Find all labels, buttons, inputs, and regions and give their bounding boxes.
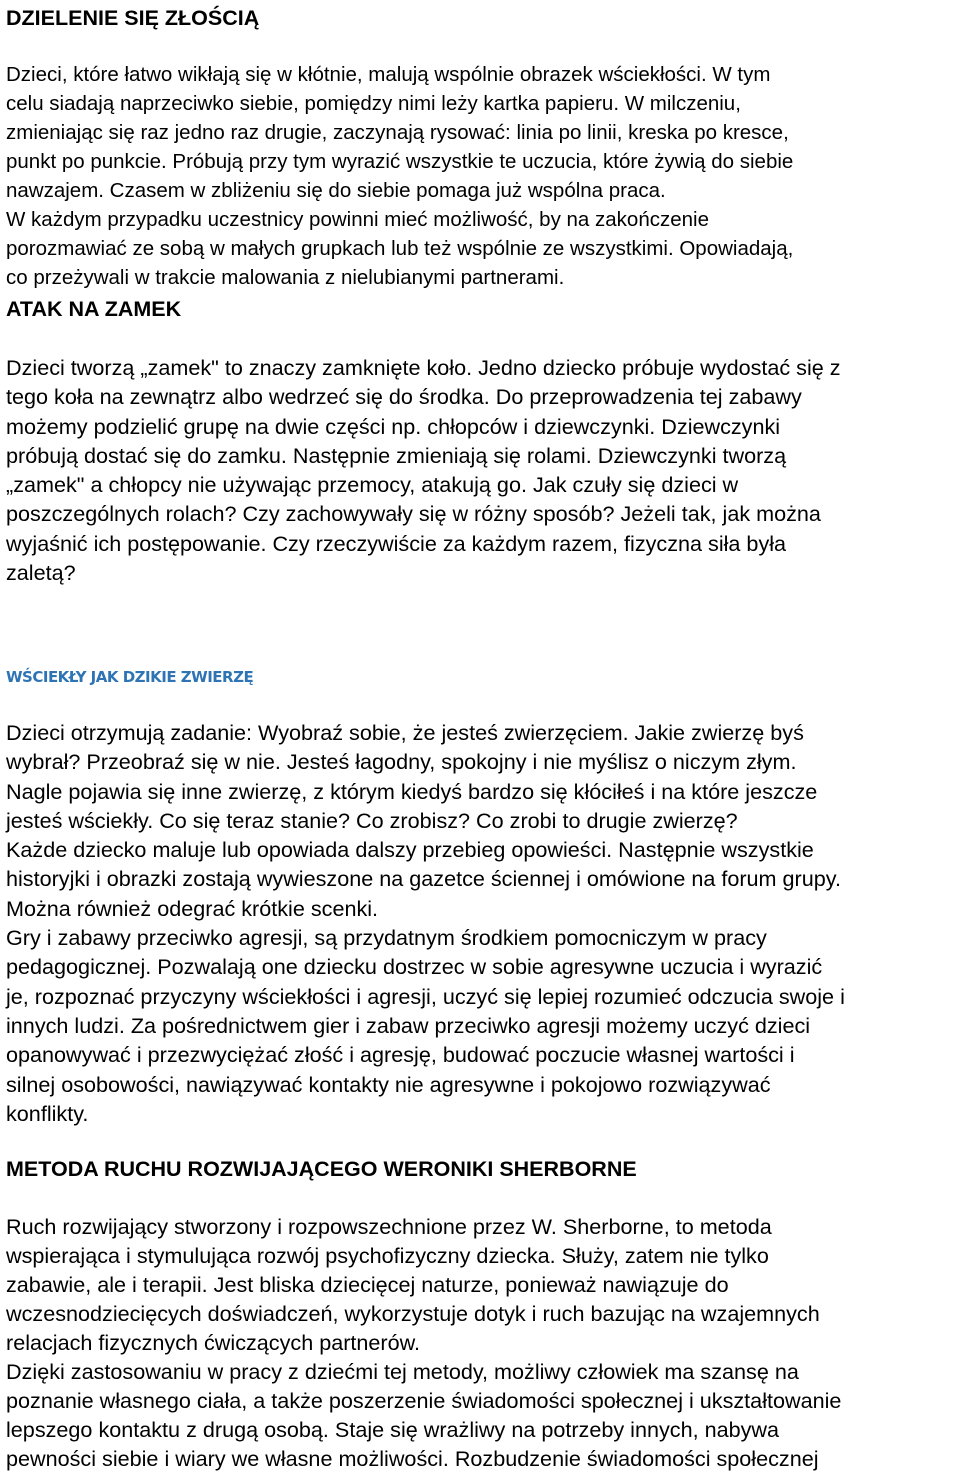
- paragraph-line: Gry i zabawy przeciwko agresji, są przydatnym środkiem pomocniczym w pracy: [6, 925, 767, 951]
- paragraph-line: opanowywać i przezwyciężać złość i agresję, budować poczucie własnej wartości i: [6, 1042, 795, 1068]
- paragraph-line: zaletą?: [6, 560, 76, 586]
- paragraph-line: „zamek" a chłopcy nie używając przemocy, atakują go. Jak czuły się dzieci w: [6, 472, 739, 498]
- paragraph-line: tego koła na zewnątrz albo wedrzeć się do środka. Do przeprowadzenia tej zabawy: [6, 384, 802, 410]
- paragraph-line: wybrał? Przeobraź się w nie. Jesteś łagodny, spokojny i nie myślisz o niczym złym.: [6, 749, 797, 775]
- paragraph-line: wczesnodziecięcych doświadczeń, wykorzystuje dotyk i ruch bazując na wzajemnych: [6, 1301, 820, 1326]
- paragraph-dzielenie: [6, 60, 958, 292]
- paragraph-wsciekly: [6, 718, 958, 1128]
- heading-wsciekly-jak-dzikie-zwierze: WŚCIEKŁY JAK DZIKIE ZWIERZĘ: [6, 668, 254, 686]
- paragraph-line: Dzieci tworzą „zamek" to znaczy zamknięte koło. Jedno dziecko próbuje wydostać się z: [6, 355, 841, 380]
- paragraph-line: zabawie, ale i terapii. Jest bliska dziecięcej naturze, ponieważ nawiązuje do: [6, 1272, 729, 1297]
- paragraph-line: możemy podzielić grupę na dwie części np. chłopców i dziewczynki. Dziewczynki: [6, 413, 781, 439]
- paragraph-line: pewności siebie i wiary we własne możliwości. Rozbudzenie świadomości społecznej: [6, 1446, 819, 1471]
- paragraph-line: Dzięki zastosowaniu w pracy z dziećmi tej metody, możliwy człowiek ma szansę na: [6, 1359, 799, 1384]
- paragraph-line: jesteś wściekły. Co się teraz stanie? Co zrobisz? Co zrobi to drugie zwierzę?: [6, 807, 738, 833]
- paragraph-line: Dzieci otrzymują zadanie: Wyobraź sobie, że jesteś zwierzęciem. Jakie zwierzę byś: [6, 720, 804, 745]
- paragraph-line: wyjaśnić ich postępowanie. Czy rzeczywiście za każdym razem, fizyczna siła była: [6, 530, 787, 556]
- paragraph-line: Nagle pojawia się inne zwierzę, z którym kiedyś bardzo się kłóciłeś i na które jeszcze: [6, 778, 818, 804]
- paragraph-line: próbują dostać się do zamku. Następnie zmieniają się rolami. Dziewczynki tworzą: [6, 442, 787, 468]
- heading-metoda-sherborne: METODA RUCHU ROZWIJAJĄCEGO WERONIKI SHERBORNE: [6, 1157, 637, 1181]
- paragraph-line: silnej osobowości, nawiązywać kontakty nie agresywne i pokojowo rozwiązywać: [6, 1071, 771, 1097]
- paragraph-line: nawzajem. Czasem w zbliżeniu się do siebie pomaga już wspólna praca.: [6, 179, 666, 202]
- paragraph-line: konflikty.: [6, 1100, 89, 1126]
- paragraph-line: Każde dziecko maluje lub opowiada dalszy przebieg opowieści. Następnie wszystkie: [6, 837, 814, 863]
- paragraph-line: punkt po punkcie. Próbują przy tym wyrazić wszystkie te uczucia, które żywią do siebie: [6, 150, 794, 173]
- paragraph-line: co przeżywali w trakcie malowania z nielubianymi partnerami.: [6, 266, 565, 289]
- paragraph-atak: [6, 353, 958, 587]
- heading-atak-na-zamek: ATAK NA ZAMEK: [6, 297, 182, 321]
- paragraph-line: Dzieci, które łatwo wikłają się w kłótnie, malują wspólnie obrazek wściekłości. W tym: [6, 63, 771, 86]
- paragraph-line: historyjki i obrazki zostają wywieszone na gazetce ściennej i omówione na forum grupy.: [6, 866, 841, 892]
- paragraph-line: porozmawiać ze sobą w małych grupkach lub też wspólnie ze wszystkimi. Opowiadają,: [6, 237, 794, 260]
- paragraph-line: wspierająca i stymulująca rozwój psychofizyczny dziecka. Służy, zatem nie tylko: [6, 1243, 769, 1268]
- paragraph-line: Ruch rozwijający stworzony i rozpowszechnione przez W. Sherborne, to metoda: [6, 1214, 772, 1239]
- paragraph-line: poszczególnych rolach? Czy zachowywały się w różny sposób? Jeżeli tak, jak można: [6, 501, 821, 527]
- paragraph-line: Można również odegrać krótkie scenki.: [6, 895, 379, 921]
- paragraph-line: poznanie własnego ciała, a także poszerzenie świadomości społecznej i ukształtowanie: [6, 1388, 842, 1413]
- paragraph-line: relacjach fizycznych ćwiczących partnerów.: [6, 1330, 421, 1355]
- paragraph-line: W każdym przypadku uczestnicy powinni mieć możliwość, by na zakończenie: [6, 208, 709, 231]
- paragraph-line: celu siadają naprzeciwko siebie, pomiędzy nimi leży kartka papieru. W milczeniu,: [6, 92, 741, 115]
- paragraph-line: zmieniając się raz jedno raz drugie, zaczynają rysować: linia po linii, kreska po kresce,: [6, 121, 789, 144]
- paragraph-line: lepszego kontaktu z drugą osobą. Staje się wrażliwy na potrzeby innych, nabywa: [6, 1417, 780, 1442]
- paragraph-line: je, rozpoznać przyczyny wściekłości i agresji, uczyć się lepiej rozumieć odczucia swoje i: [6, 983, 845, 1009]
- heading-dzielenie-sie-zloscia: DZIELENIE SIĘ ZŁOŚCIĄ: [6, 6, 260, 30]
- paragraph-line: pedagogicznej. Pozwalają one dziecku dostrzec w sobie agresywne uczucia i wyrazić: [6, 954, 823, 980]
- paragraph-line: innych ludzi. Za pośrednictwem gier i zabaw przeciwko agresji możemy uczyć dzieci: [6, 1012, 811, 1038]
- paragraph-metoda: [6, 1212, 958, 1473]
